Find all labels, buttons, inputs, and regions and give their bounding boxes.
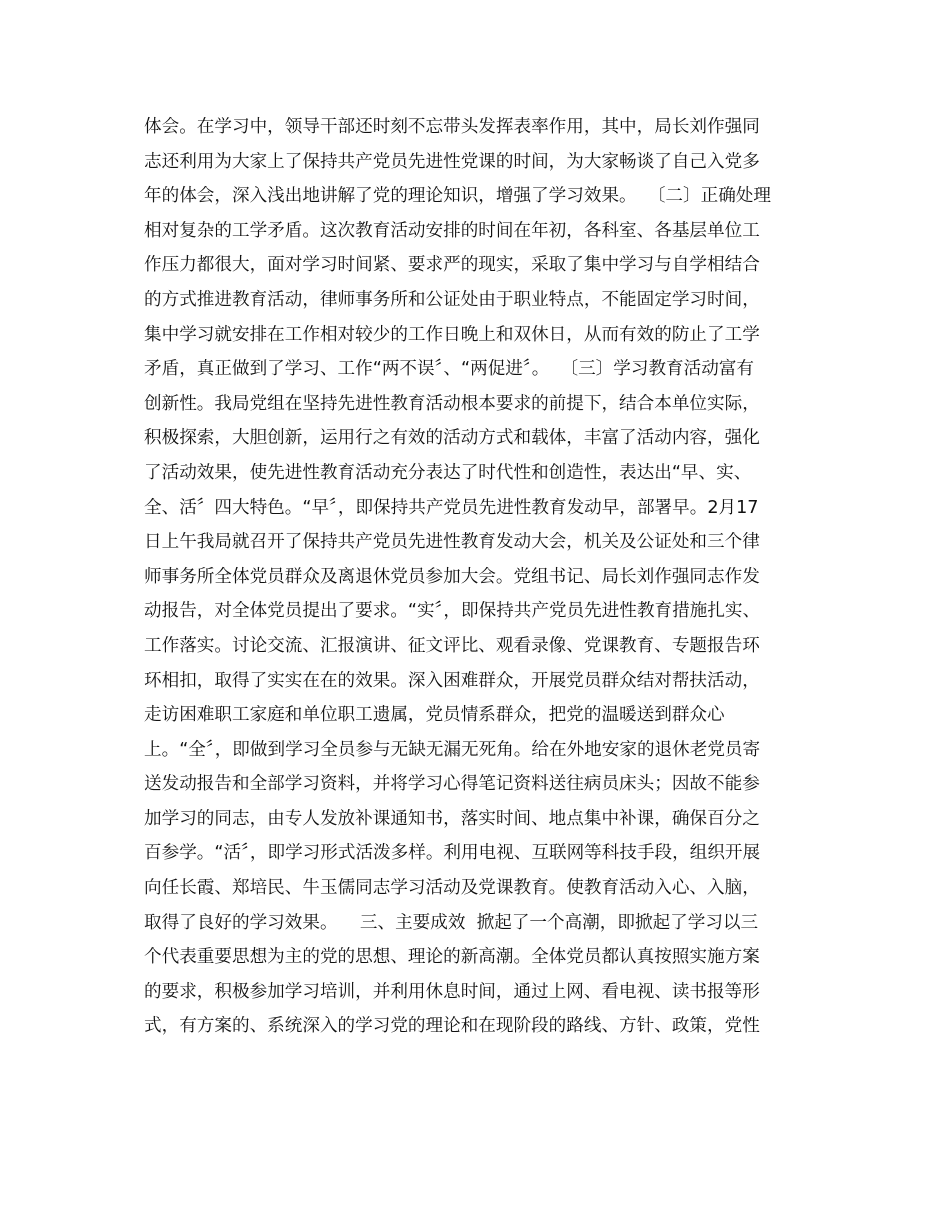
text-line: 上。“全〞，即做到学习全员参与无缺无漏无死角。给在外地安家的退休老党员寄 <box>144 739 761 760</box>
text-line: 取得了良好的学习效果。 三、主要成效 掀起了一个高潮，即掀起了学习以三 <box>144 912 759 933</box>
text-line: 个代表重要思想为主的党的思想、理论的新高潮。全体党员都认真按照实施方案 <box>144 947 760 968</box>
text-line: 师事务所全体党员群众及离退休党员参加大会。党组书记、局长刘作强同志作发 <box>144 566 760 587</box>
text-line: 相对复杂的工学矛盾。这次教育活动安排的时间在年初，各科室、各基层单位工 <box>144 220 760 241</box>
text-line: 年的体会，深入浅出地讲解了党的理论知识，增强了学习效果。 〔二〕正确处理 <box>144 186 771 207</box>
text-line: 的要求，积极参加学习培训，并利用休息时间，通过上网、看电视、读书报等形 <box>144 981 760 1002</box>
text-line: 动报告，对全体党员提出了要求。“实〞，即保持共产党员先进性教育措施扎实、 <box>144 601 761 622</box>
text-line: 了活动效果，使先进性教育活动充分表达了时代性和创造性，表达出“早、实、 <box>144 462 752 483</box>
text-line: 矛盾，真正做到了学习、工作“两不误〞、“两促进〞。 〔三〕学习教育活动富有 <box>144 359 755 380</box>
text-line: 创新性。我局党组在坚持先进性教育活动根本要求的前提下，结合本单位实际， <box>144 393 760 414</box>
text-line: 送发动报告和全部学习资料，并将学习心得笔记资料送往病员床头；因故不能参 <box>144 774 760 795</box>
text-line: 工作落实。讨论交流、汇报演讲、征文评比、观看录像、党课教育、专题报告环 <box>144 635 760 656</box>
text-line: 体会。在学习中，领导干部还时刻不忘带头发挥表率作用，其中，局长刘作强同 <box>144 117 760 137</box>
text-line: 百参学。“活〞，即学习形式活泼多样。利用电视、互联网等科技手段，组织开展 <box>144 843 761 864</box>
text-line: 的方式推进教育活动，律师事务所和公证处由于职业特点，不能固定学习时间， <box>144 289 760 310</box>
text-line: 式，有方案的、系统深入的学习党的理论和在现阶段的路线、方针、政策，党性 <box>144 1016 760 1037</box>
text-line: 环相扣，取得了实实在在的效果。深入困难群众，开展党员群众结对帮扶活动， <box>144 670 760 691</box>
text-line: 作压力都很大，面对学习时间紧、要求严的现实，采取了集中学习与自学相结合 <box>144 255 760 276</box>
text-line: 全、活〞四大特色。“早〞，即保持共产党员先进性教育发动早，部署早。2月17 <box>144 497 759 518</box>
text-line: 志还利用为大家上了保持共产党员先进性党课的时间，为大家畅谈了自己入党多 <box>144 151 760 172</box>
text-line: 集中学习就安排在工作相对较少的工作日晚上和双休日，从而有效的防止了工学 <box>144 324 760 345</box>
body-text <box>144 110 812 1044</box>
text-line: 加学习的同志，由专人发放补课通知书，落实时间、地点集中补课，确保百分之 <box>144 808 760 829</box>
text-line: 日上午我局就召开了保持共产党员先进性教育发动大会，机关及公证处和三个律 <box>144 532 760 553</box>
text-line: 走访困难职工家庭和单位职工遗属，党员情系群众，把党的温暖送到群众心 <box>144 705 725 726</box>
text-line: 向任长霞、郑培民、牛玉儒同志学习活动及党课教育。使教育活动入心、入脑， <box>144 878 760 899</box>
text-line: 积极探索，大胆创新，运用行之有效的活动方式和载体，丰富了活动内容，强化 <box>144 428 760 449</box>
